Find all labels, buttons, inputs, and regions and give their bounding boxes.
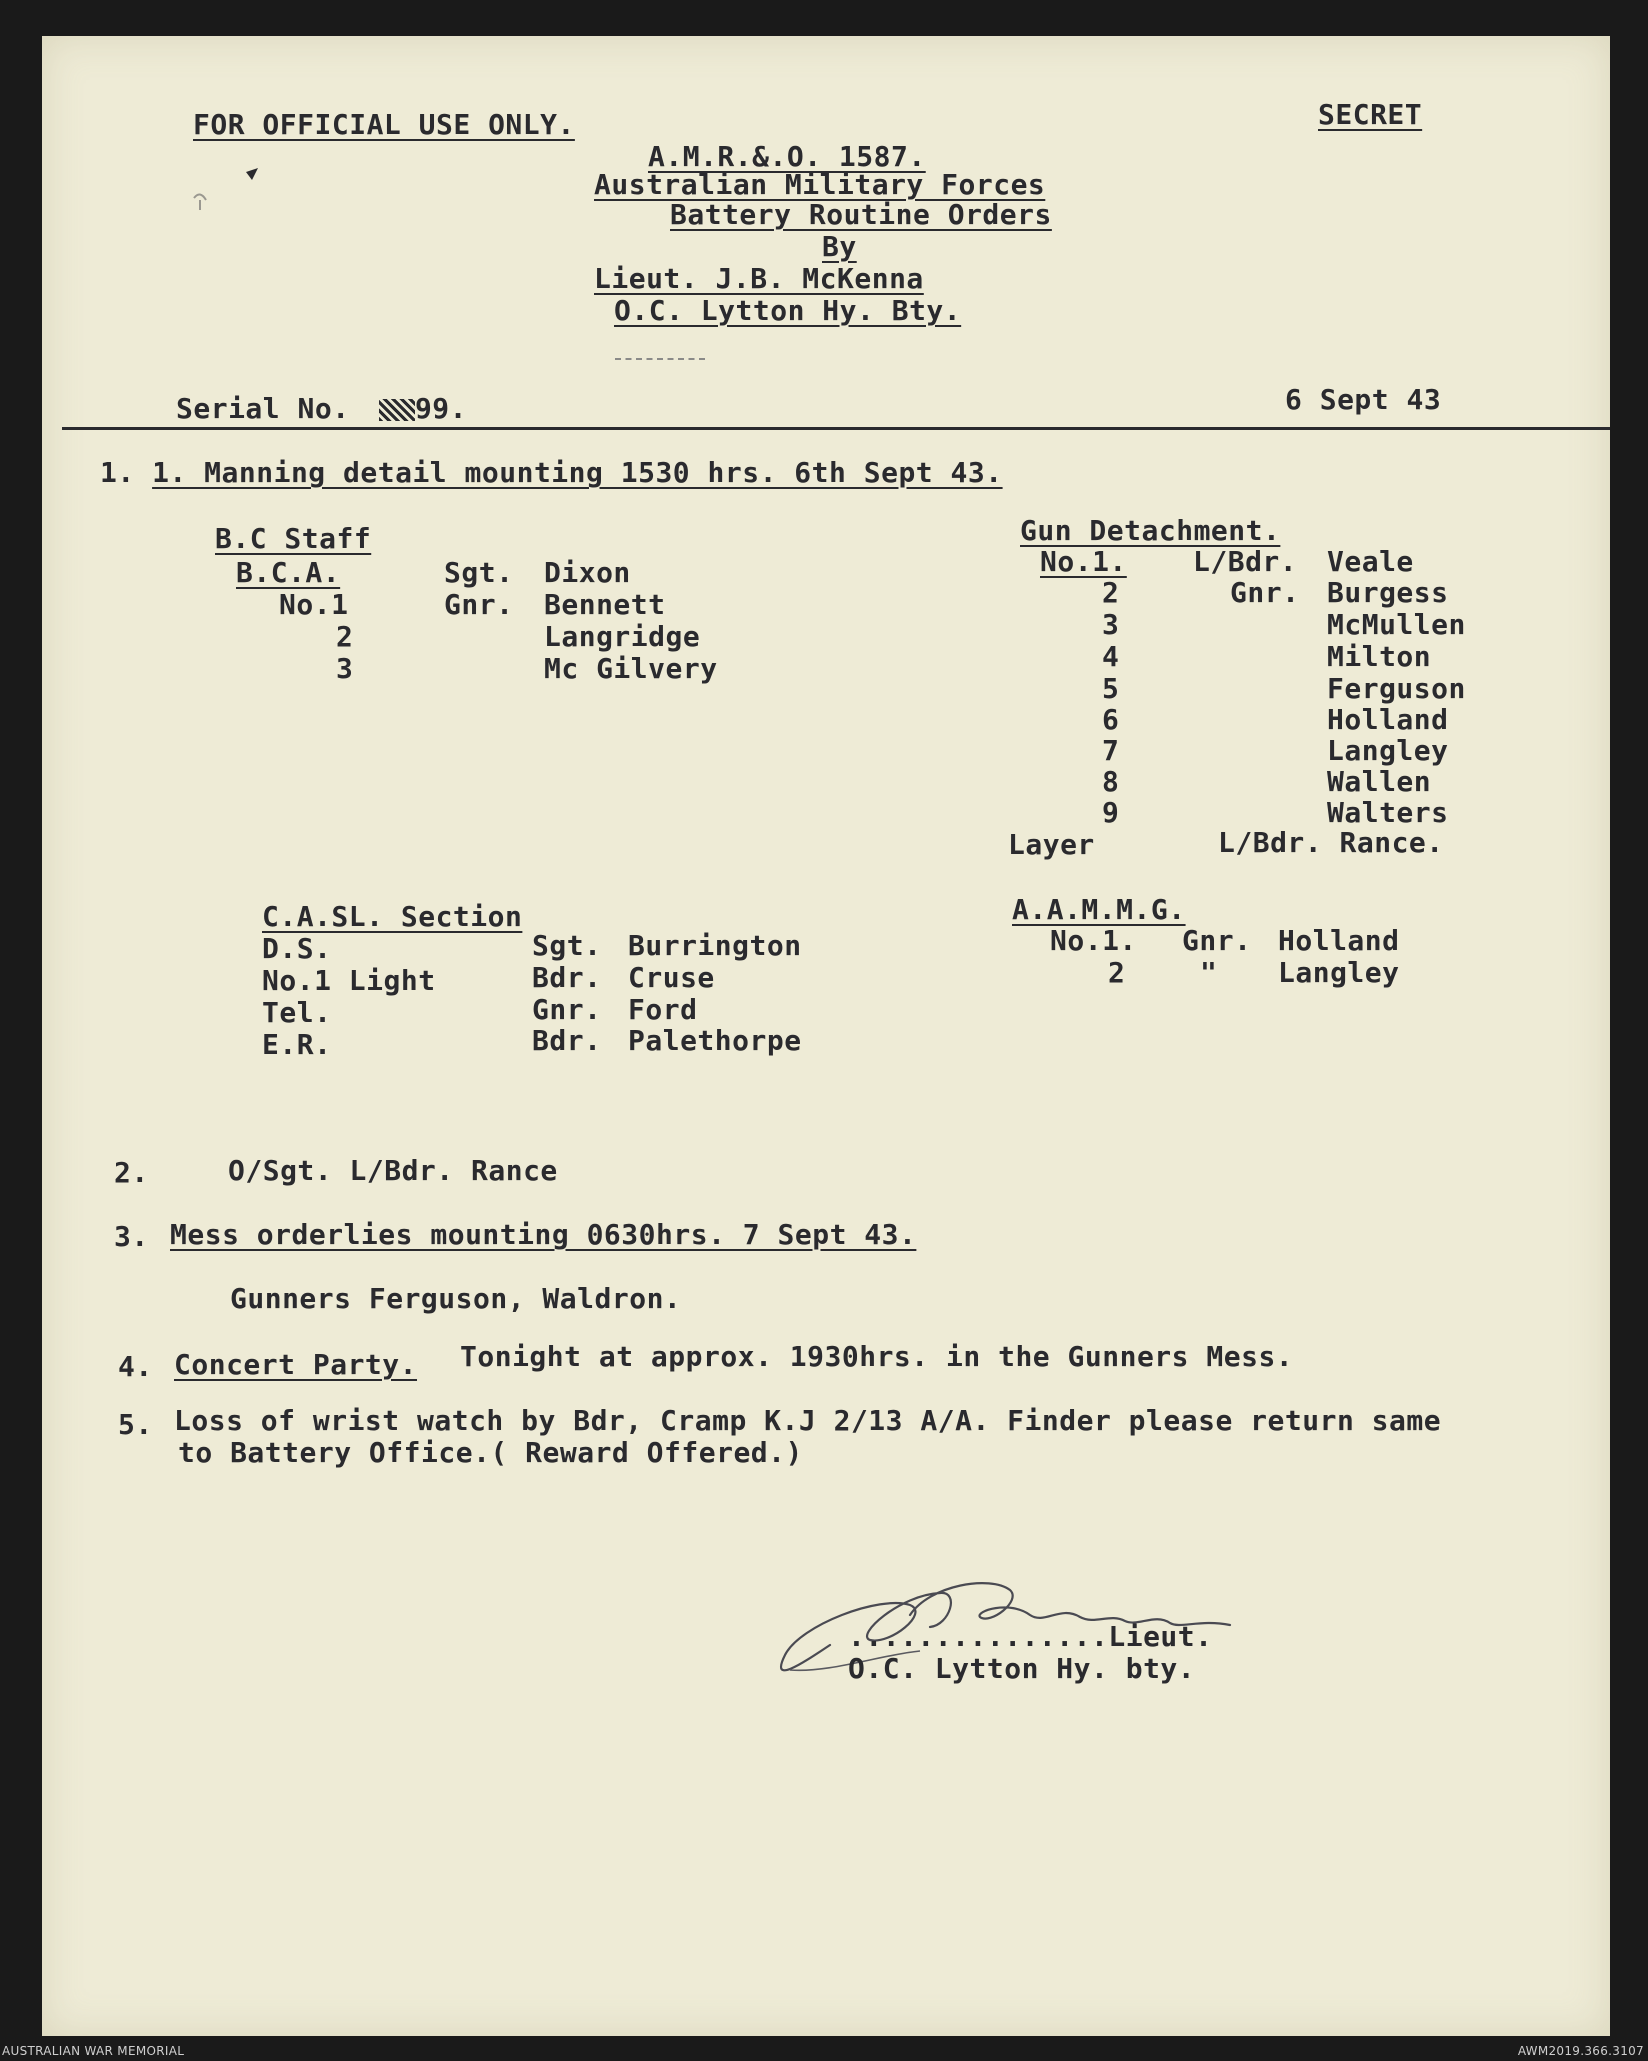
gun-no: 6 [1102, 703, 1120, 736]
order-number: A.M.R.&.O. 1587. [648, 140, 926, 173]
gun-name: Ferguson [1327, 672, 1466, 705]
aammg-title: A.A.M.M.G. [1012, 893, 1186, 926]
bc-staff-title: B.C Staff [215, 522, 372, 555]
item4-text: Tonight at approx. 1930hrs. in the Gunners Mess. [460, 1340, 1294, 1373]
officer-name: Lieut. J.B. McKenna [594, 262, 924, 295]
gun-name: Veale [1327, 545, 1414, 578]
gun-no: 3 [1102, 608, 1120, 641]
aammg-name: Langley [1278, 956, 1400, 989]
item5-line1: Loss of wrist watch by Bdr, Cramp K.J 2/13 A/A. Finder please return same [174, 1404, 1442, 1437]
gun-no: 2 [1102, 576, 1120, 609]
gun-no: No.1. [1040, 545, 1127, 578]
gun-rank: Gnr. [1230, 576, 1300, 609]
casl-role: Tel. [262, 996, 332, 1029]
casl-rank: Gnr. [532, 993, 602, 1026]
official-use-label: FOR OFFICIAL USE ONLY. [193, 108, 575, 141]
bc-role: No.1 [279, 588, 349, 621]
casl-role: No.1 Light [262, 964, 436, 997]
casl-rank: Bdr. [532, 961, 602, 994]
layer-name: L/Bdr. Rance. [1218, 826, 1444, 859]
aammg-no: No.1. [1050, 924, 1137, 957]
gun-no: 8 [1102, 765, 1120, 798]
aammg-name: Holland [1278, 924, 1400, 957]
aammg-rank: " [1200, 956, 1218, 989]
gun-no: 5 [1102, 672, 1120, 705]
gun-no: 7 [1102, 734, 1120, 767]
bc-rank: Sgt. [444, 556, 514, 589]
signature-line: ...............Lieut. [848, 1620, 1213, 1653]
layer-label: Layer [1008, 828, 1095, 861]
item5-number: 5. [118, 1408, 153, 1441]
gun-no: 4 [1102, 640, 1120, 673]
item2-number: 2. [114, 1156, 149, 1189]
forces-title: Australian Military Forces [594, 168, 1046, 201]
bc-name: Dixon [544, 556, 631, 589]
gun-detachment-title: Gun Detachment. [1020, 514, 1281, 547]
serial-strike [379, 399, 415, 421]
casl-rank: Bdr. [532, 1024, 602, 1057]
by-label: By [822, 230, 857, 263]
casl-name: Ford [628, 993, 698, 1026]
gun-name: Walters [1327, 796, 1449, 829]
bc-role: 2 [336, 620, 354, 653]
casl-section-title: C.A.SL. Section [262, 900, 523, 933]
gun-name: Burgess [1327, 576, 1449, 609]
casl-role: D.S. [262, 932, 332, 965]
item1-heading [100, 456, 1003, 489]
item3-number: 3. [114, 1220, 149, 1253]
casl-rank: Sgt. [532, 929, 602, 962]
item4-heading: Concert Party. [174, 1348, 418, 1381]
gun-name: McMullen [1327, 608, 1466, 641]
item2-text: O/Sgt. L/Bdr. Rance [228, 1154, 558, 1187]
gun-rank: L/Bdr. [1193, 545, 1298, 578]
casl-name: Cruse [628, 961, 715, 994]
aammg-no: 2 [1108, 956, 1126, 989]
serial-label-text: Serial No. [176, 392, 350, 425]
ink-mark [186, 160, 266, 220]
footer-right: AWM2019.366.3107 [1517, 2044, 1644, 2058]
unit-name: O.C. Lytton Hy. Bty. [614, 294, 962, 327]
item3-text: Gunners Ferguson, Waldron. [230, 1282, 682, 1315]
bc-role: B.C.A. [236, 556, 341, 589]
secret-label: SECRET [1318, 98, 1423, 131]
item1-heading-text: 1. Manning detail mounting 1530 hrs. 6th Sept 43. [152, 456, 1003, 489]
bc-name: Bennett [544, 588, 666, 621]
casl-role: E.R. [262, 1028, 332, 1061]
serial-date: 6 Sept 43 [1285, 383, 1442, 416]
gun-name: Milton [1327, 640, 1432, 673]
serial-label [176, 392, 467, 425]
bc-rank: Gnr. [444, 588, 514, 621]
item1-number: 1. [100, 456, 153, 489]
gun-name: Holland [1327, 703, 1449, 736]
casl-name: Burrington [628, 929, 802, 962]
bc-name: Langridge [544, 620, 701, 653]
aammg-rank: Gnr. [1182, 924, 1252, 957]
bc-role: 3 [336, 652, 354, 685]
header-divider [615, 358, 705, 360]
gun-name: Wallen [1327, 765, 1432, 798]
item3-heading: Mess orderlies mounting 0630hrs. 7 Sept 43. [170, 1218, 917, 1251]
footer-left: AUSTRALIAN WAR MEMORIAL [2, 2044, 185, 2058]
gun-no: 9 [1102, 796, 1120, 829]
orders-title: Battery Routine Orders [670, 198, 1052, 231]
serial-number: 99. [414, 392, 468, 425]
bc-name: Mc Gilvery [544, 652, 718, 685]
gun-name: Langley [1327, 734, 1449, 767]
signature-title: O.C. Lytton Hy. bty. [848, 1652, 1196, 1685]
item5-line2: to Battery Office.( Reward Offered.) [178, 1436, 803, 1469]
item4-number: 4. [118, 1350, 153, 1383]
header-rule [62, 427, 1610, 430]
casl-name: Palethorpe [628, 1024, 802, 1057]
